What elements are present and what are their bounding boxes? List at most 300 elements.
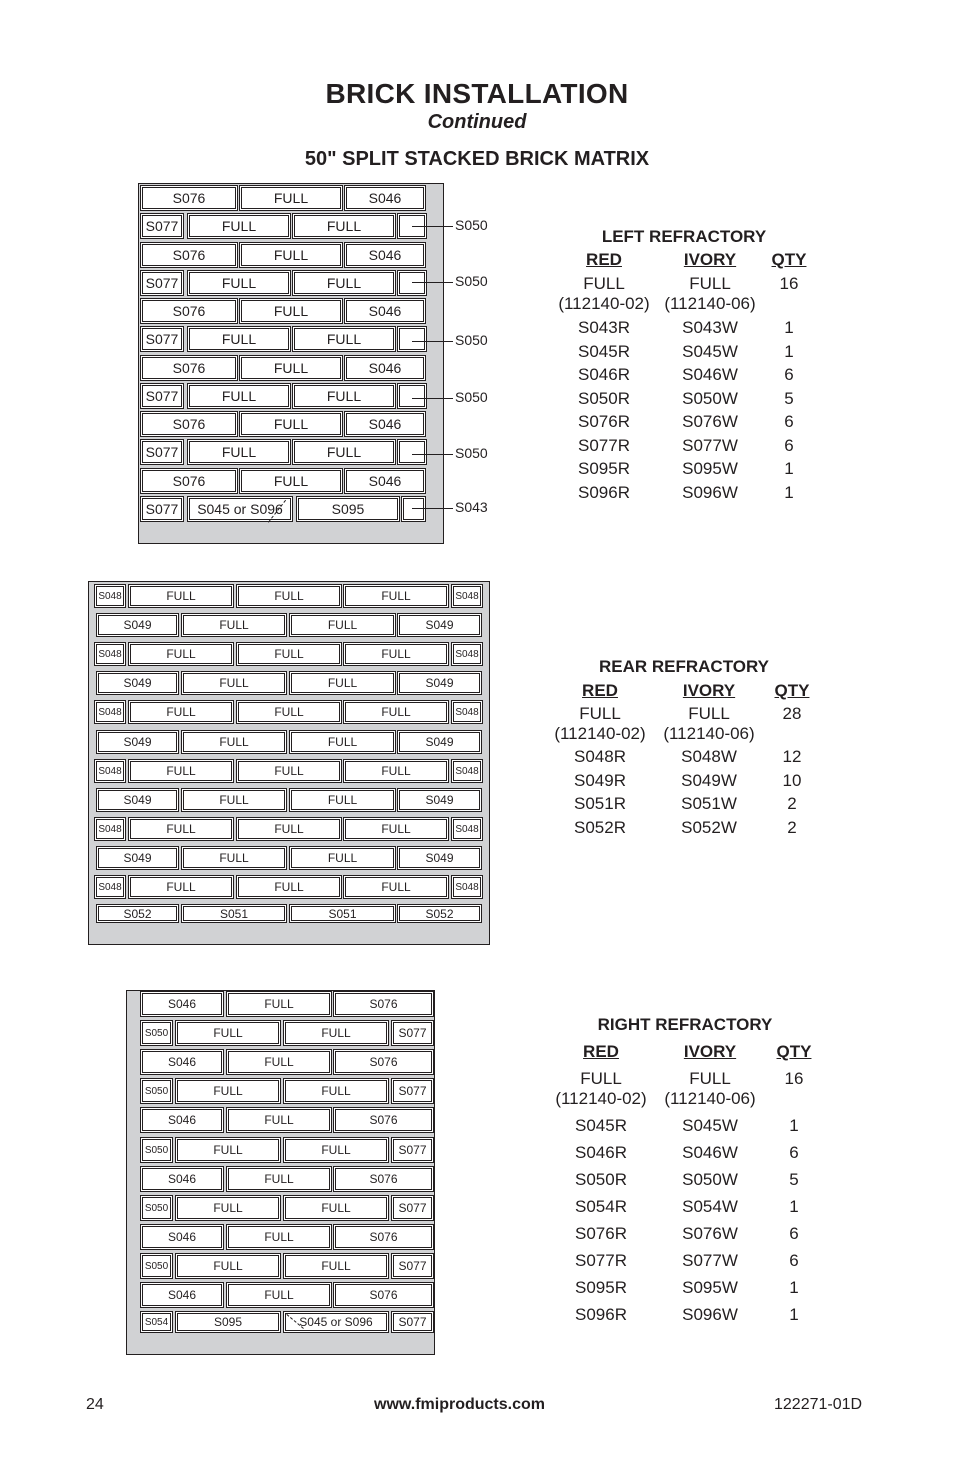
right-brick xyxy=(140,1107,224,1133)
right-brick xyxy=(283,1253,389,1279)
right-brick xyxy=(283,1137,389,1163)
brick-label: FULL xyxy=(264,1113,294,1127)
left-brick xyxy=(140,185,238,211)
table-cell: S050R xyxy=(575,1170,627,1189)
brick-label: S052 xyxy=(425,906,454,921)
callout-leader xyxy=(412,508,453,509)
table-header: RED xyxy=(586,250,622,269)
brick-label: S049 xyxy=(123,618,152,632)
table-title: REAR REFRACTORY xyxy=(598,657,769,676)
brick-label: S051 xyxy=(328,906,357,921)
left-brick xyxy=(292,270,396,296)
rear-brick xyxy=(94,642,126,666)
left-brick xyxy=(140,468,238,494)
right-brick xyxy=(391,1137,434,1163)
rear-brick xyxy=(289,613,396,637)
brick-label: S046 xyxy=(368,190,402,206)
brick-label: S052 xyxy=(123,906,152,921)
rear-brick xyxy=(128,584,234,608)
brick-label: FULL xyxy=(264,1288,294,1302)
rear-brick xyxy=(289,730,396,754)
brick-label: S076 xyxy=(172,473,206,489)
brick-label: S048 xyxy=(98,590,122,602)
brick-label: S046 xyxy=(167,1113,197,1127)
page-title: BRICK INSTALLATION xyxy=(325,78,629,109)
right-brick xyxy=(226,1282,332,1308)
brick-label: S048 xyxy=(455,823,479,835)
brick-label: S095 xyxy=(331,501,365,517)
rear-brick xyxy=(451,759,483,783)
table-cell: S046W xyxy=(682,365,738,384)
callout-leader xyxy=(412,454,453,455)
table-cell: S049R xyxy=(574,770,626,790)
right-brick xyxy=(175,1195,281,1221)
rear-brick xyxy=(236,817,342,841)
brick-label: S048 xyxy=(455,881,479,893)
brick-label: S048 xyxy=(98,881,122,893)
brick-label: FULL xyxy=(381,822,411,836)
brick-label: S048 xyxy=(455,706,479,718)
brick-label: FULL xyxy=(213,1201,243,1215)
table-cell: S052R xyxy=(574,817,626,837)
right-brick xyxy=(226,1107,332,1133)
left-brick xyxy=(187,383,291,409)
table-cell: S096R xyxy=(575,1305,627,1324)
right-brick xyxy=(140,1253,173,1279)
left-brick xyxy=(187,326,291,352)
right-brick xyxy=(175,1137,281,1163)
brick-label: FULL xyxy=(326,388,362,404)
callout-label: S050 xyxy=(455,389,488,405)
brick-label: S049 xyxy=(425,851,454,865)
right-brick xyxy=(283,1311,389,1333)
brick-label: FULL xyxy=(326,444,362,460)
rear-brick xyxy=(96,846,179,870)
table-cell: FULL xyxy=(583,274,625,293)
rear-brick xyxy=(128,642,234,666)
table-cell: S095R xyxy=(578,459,630,478)
table-cell: S076W xyxy=(682,1224,738,1243)
brick-label: S077 xyxy=(398,1315,427,1329)
right-brick xyxy=(226,991,332,1017)
rear-brick xyxy=(128,700,234,724)
brick-label: S049 xyxy=(425,735,454,749)
rear-brick xyxy=(397,846,482,870)
brick-label: FULL xyxy=(219,793,249,807)
right-brick xyxy=(140,991,224,1017)
right-brick xyxy=(391,1195,434,1221)
left-brick xyxy=(187,439,291,465)
brick-label: S076 xyxy=(172,360,206,376)
brick-label: FULL xyxy=(273,190,309,206)
left-brick xyxy=(239,242,343,268)
table-cell: 6 xyxy=(789,1251,799,1270)
brick-label: FULL xyxy=(274,647,304,661)
table-header: QTY xyxy=(771,250,807,269)
left-brick xyxy=(239,185,343,211)
left-brick xyxy=(140,270,184,296)
table-cell: S045R xyxy=(578,341,630,361)
callout-leader xyxy=(412,282,453,283)
callout-label: S050 xyxy=(455,445,488,461)
brick-label: S076 xyxy=(369,1230,398,1244)
rear-brick xyxy=(343,700,449,724)
right-brick xyxy=(391,1020,434,1046)
brick-label: FULL xyxy=(274,764,304,778)
right-brick xyxy=(226,1224,332,1250)
left-brick xyxy=(397,270,427,296)
brick-label: S050 xyxy=(144,1260,169,1272)
table-cell: S050W xyxy=(682,388,738,408)
brick-label: FULL xyxy=(264,1230,294,1244)
brick-label: FULL xyxy=(321,1084,351,1098)
table-cell: S076R xyxy=(575,1224,627,1243)
brick-label: S051 xyxy=(219,906,249,921)
brick-label: S050 xyxy=(144,1085,169,1097)
rear-brick xyxy=(236,875,342,899)
table-header: IVORY xyxy=(683,1042,737,1061)
brick-label: S077 xyxy=(398,1026,427,1040)
rear-brick xyxy=(343,642,449,666)
brick-label: S076 xyxy=(172,190,206,206)
table-cell: (112140-06) xyxy=(663,724,755,743)
brick-label: S046 xyxy=(368,303,402,319)
table-cell: S043W xyxy=(682,318,738,337)
left-brick xyxy=(292,326,396,352)
brick-label: FULL xyxy=(321,1026,351,1040)
rear-brick xyxy=(343,875,449,899)
left-brick xyxy=(292,383,396,409)
rear-brick xyxy=(181,671,287,695)
table-cell: (112140-06) xyxy=(664,294,756,313)
brick-label: FULL xyxy=(327,676,358,690)
left-brick xyxy=(401,496,426,522)
table-cell: S050W xyxy=(682,1170,738,1189)
rear-brick xyxy=(289,846,396,870)
right-brick xyxy=(283,1020,389,1046)
table-header: RED xyxy=(583,1042,619,1061)
brick-label: FULL xyxy=(264,1055,294,1069)
brick-label: S049 xyxy=(425,618,454,632)
rear-brick xyxy=(451,700,483,724)
right-brick xyxy=(175,1311,281,1333)
rear-brick xyxy=(96,671,179,695)
page-number: 24 xyxy=(86,1396,104,1413)
rear-brick xyxy=(397,613,482,637)
right-brick xyxy=(226,1166,332,1192)
footer-url[interactable]: www.fmiproducts.com xyxy=(374,1396,545,1413)
brick-label: S046 xyxy=(167,1172,197,1186)
table-cell: 1 xyxy=(784,482,794,502)
table-cell: 6 xyxy=(784,412,794,431)
table-cell: 1 xyxy=(784,341,794,361)
table-cell: S095R xyxy=(575,1278,627,1297)
table-header: QTY xyxy=(774,681,810,700)
rear-brick xyxy=(236,700,342,724)
brick-label: S077 xyxy=(145,388,179,404)
table-cell: FULL xyxy=(579,704,621,723)
right-brick xyxy=(175,1253,281,1279)
brick-label: S077 xyxy=(398,1143,427,1157)
rear-brick xyxy=(94,584,126,608)
left-brick xyxy=(239,355,343,381)
left-brick xyxy=(140,242,238,268)
brick-label: S077 xyxy=(398,1084,427,1098)
table-cell: 16 xyxy=(784,1069,804,1088)
rear-brick xyxy=(343,584,449,608)
rear-brick xyxy=(181,730,287,754)
left-brick xyxy=(397,383,427,409)
rear-brick xyxy=(94,700,126,724)
right-brick xyxy=(333,991,434,1017)
brick-label: S045 or S096 xyxy=(197,501,283,517)
callout-leader xyxy=(412,226,453,227)
table-cell: FULL xyxy=(688,704,730,723)
right-brick xyxy=(140,1224,224,1250)
brick-label: S054 xyxy=(144,1316,169,1328)
table-cell: S051R xyxy=(574,794,626,813)
brick-label: S077 xyxy=(145,275,179,291)
left-brick xyxy=(397,326,427,352)
brick-label: S048 xyxy=(98,706,122,718)
brick-label: FULL xyxy=(166,764,196,778)
left-brick xyxy=(187,496,293,522)
rear-brick xyxy=(236,642,342,666)
rear-brick xyxy=(397,904,482,923)
left-brick xyxy=(344,185,426,211)
table-cell: S051W xyxy=(681,794,737,813)
table-cell: 2 xyxy=(787,817,797,837)
rear-brick xyxy=(451,875,483,899)
right-brick xyxy=(333,1224,434,1250)
callout-label: S050 xyxy=(455,273,488,289)
brick-label: FULL xyxy=(166,705,196,719)
right-brick xyxy=(140,1311,173,1333)
rear-brick xyxy=(397,788,482,812)
left-brick xyxy=(292,439,396,465)
brick-label: FULL xyxy=(321,1143,351,1157)
table-cell: S096W xyxy=(682,482,738,502)
table-cell: S077W xyxy=(682,1251,738,1270)
brick-label: S048 xyxy=(455,590,479,602)
table-cell: FULL xyxy=(689,1069,731,1088)
brick-label: FULL xyxy=(327,618,358,632)
brick-label: S077 xyxy=(398,1259,427,1273)
brick-label: FULL xyxy=(381,589,411,603)
brick-label: S077 xyxy=(145,331,179,347)
rear-brick xyxy=(94,759,126,783)
right-brick xyxy=(391,1253,434,1279)
brick-label: FULL xyxy=(221,331,257,347)
brick-label: FULL xyxy=(326,331,362,347)
rear-brick xyxy=(94,817,126,841)
brick-label: S046 xyxy=(167,997,197,1011)
brick-label: S076 xyxy=(369,1172,398,1186)
table-cell: 1 xyxy=(789,1197,799,1216)
brick-label: S046 xyxy=(167,1288,197,1302)
brick-label: S076 xyxy=(172,416,206,432)
table-cell: S045W xyxy=(682,341,738,361)
brick-label: S076 xyxy=(369,1113,398,1127)
brick-label: FULL xyxy=(166,589,196,603)
brick-label: S048 xyxy=(455,648,479,660)
rear-brick xyxy=(181,846,287,870)
table-cell: S095W xyxy=(682,459,738,478)
left-brick xyxy=(239,468,343,494)
brick-label: S049 xyxy=(425,676,454,690)
rear-brick xyxy=(96,904,179,923)
table-cell: S049W xyxy=(681,770,737,790)
table-cell: S045R xyxy=(575,1116,627,1135)
brick-label: S077 xyxy=(145,444,179,460)
table-cell: S046R xyxy=(578,365,630,384)
table-cell: S054W xyxy=(682,1197,738,1216)
brick-label: S049 xyxy=(123,851,152,865)
table-cell: 28 xyxy=(782,704,802,723)
table-cell: 10 xyxy=(782,770,802,790)
rear-brick xyxy=(128,875,234,899)
brick-label: FULL xyxy=(274,880,304,894)
right-brick xyxy=(283,1078,389,1104)
brick-label: S076 xyxy=(172,247,206,263)
right-brick xyxy=(140,1166,224,1192)
table-cell: (112140-02) xyxy=(558,294,650,313)
brick-label: FULL xyxy=(221,218,257,234)
brick-label: S049 xyxy=(123,676,152,690)
callout-label: S050 xyxy=(455,332,488,348)
table-cell: FULL xyxy=(689,274,731,293)
rear-brick xyxy=(181,788,287,812)
table-cell: S048R xyxy=(574,747,626,766)
brick-label: S049 xyxy=(123,793,152,807)
table-cell: S076W xyxy=(682,412,738,431)
callout-leader xyxy=(412,398,453,399)
table-cell: 6 xyxy=(789,1224,799,1243)
brick-label: S049 xyxy=(123,735,152,749)
rear-brick xyxy=(397,671,482,695)
rear-brick xyxy=(94,875,126,899)
right-brick xyxy=(226,1049,332,1075)
left-brick xyxy=(187,213,291,239)
left-brick xyxy=(140,496,184,522)
left-brick xyxy=(140,411,238,437)
brick-label: S048 xyxy=(455,765,479,777)
table-cell: S077R xyxy=(578,435,630,455)
brick-label: FULL xyxy=(166,880,196,894)
callout-label: S043 xyxy=(455,499,488,515)
right-brick xyxy=(140,1078,173,1104)
table-header: IVORY xyxy=(683,250,737,269)
left-brick xyxy=(140,213,184,239)
right-brick xyxy=(283,1195,389,1221)
brick-label: FULL xyxy=(381,647,411,661)
right-brick xyxy=(333,1107,434,1133)
brick-label: FULL xyxy=(221,444,257,460)
rear-brick xyxy=(96,613,179,637)
left-brick xyxy=(187,270,291,296)
brick-label: FULL xyxy=(321,1259,351,1273)
rear-brick xyxy=(181,613,287,637)
table-cell: 2 xyxy=(787,794,797,813)
brick-label: S050 xyxy=(144,1144,169,1156)
brick-label: FULL xyxy=(213,1026,243,1040)
table-title: RIGHT REFRACTORY xyxy=(597,1015,773,1034)
table-cell: 1 xyxy=(789,1278,799,1297)
table-cell: 1 xyxy=(789,1305,799,1324)
table-cell: (112140-02) xyxy=(555,1089,647,1108)
table-cell: S077W xyxy=(682,435,738,455)
left-brick xyxy=(140,383,184,409)
brick-label: FULL xyxy=(273,247,309,263)
table-cell: S046R xyxy=(575,1143,627,1162)
brick-label: S046 xyxy=(368,473,402,489)
brick-label: FULL xyxy=(381,880,411,894)
rear-brick xyxy=(181,904,287,923)
table-cell: FULL xyxy=(580,1069,622,1088)
table-header: IVORY xyxy=(682,681,736,700)
table-cell: S076R xyxy=(578,412,630,431)
brick-label: FULL xyxy=(327,735,358,749)
page-subtitle: Continued xyxy=(427,111,527,133)
left-brick xyxy=(344,468,426,494)
callout-leader xyxy=(412,341,453,342)
brick-label: S049 xyxy=(425,793,454,807)
brick-label: FULL xyxy=(221,275,257,291)
left-brick xyxy=(292,213,396,239)
rear-brick xyxy=(236,759,342,783)
right-brick xyxy=(391,1311,434,1333)
table-cell: 6 xyxy=(789,1143,799,1162)
table-title: LEFT REFRACTORY xyxy=(601,227,767,246)
rear-brick xyxy=(451,817,483,841)
left-brick xyxy=(239,411,343,437)
brick-label: FULL xyxy=(327,851,358,865)
matrix-title: 50" SPLIT STACKED BRICK MATRIX xyxy=(304,148,650,170)
table-cell: 6 xyxy=(784,365,794,384)
table-cell: 12 xyxy=(782,747,802,766)
rear-brick xyxy=(289,671,396,695)
brick-label: S046 xyxy=(167,1230,197,1244)
brick-label: FULL xyxy=(264,1172,294,1186)
table-cell: S052W xyxy=(681,817,737,837)
brick-label: FULL xyxy=(274,822,304,836)
table-cell: (112140-02) xyxy=(554,724,646,743)
table-cell: (112140-06) xyxy=(664,1089,756,1108)
table-cell: 1 xyxy=(789,1116,799,1135)
right-brick xyxy=(333,1166,434,1192)
brick-label: FULL xyxy=(213,1143,243,1157)
brick-label: S095 xyxy=(213,1315,243,1329)
brick-label: S046 xyxy=(368,360,402,376)
brick-label: FULL xyxy=(273,416,309,432)
brick-label: FULL xyxy=(381,764,411,778)
brick-label: FULL xyxy=(274,589,304,603)
brick-label: FULL xyxy=(273,360,309,376)
table-cell: S054R xyxy=(575,1197,627,1216)
right-brick xyxy=(140,1137,173,1163)
brick-label: FULL xyxy=(213,1259,243,1273)
brick-label: S076 xyxy=(369,997,398,1011)
table-cell: 1 xyxy=(784,318,794,337)
table-cell: S043R xyxy=(578,318,630,337)
right-brick xyxy=(175,1078,281,1104)
rear-brick xyxy=(289,788,396,812)
right-brick xyxy=(391,1078,434,1104)
brick-label: S077 xyxy=(398,1201,427,1215)
table-header: QTY xyxy=(776,1042,812,1061)
brick-label: FULL xyxy=(219,676,249,690)
rear-brick xyxy=(343,817,449,841)
